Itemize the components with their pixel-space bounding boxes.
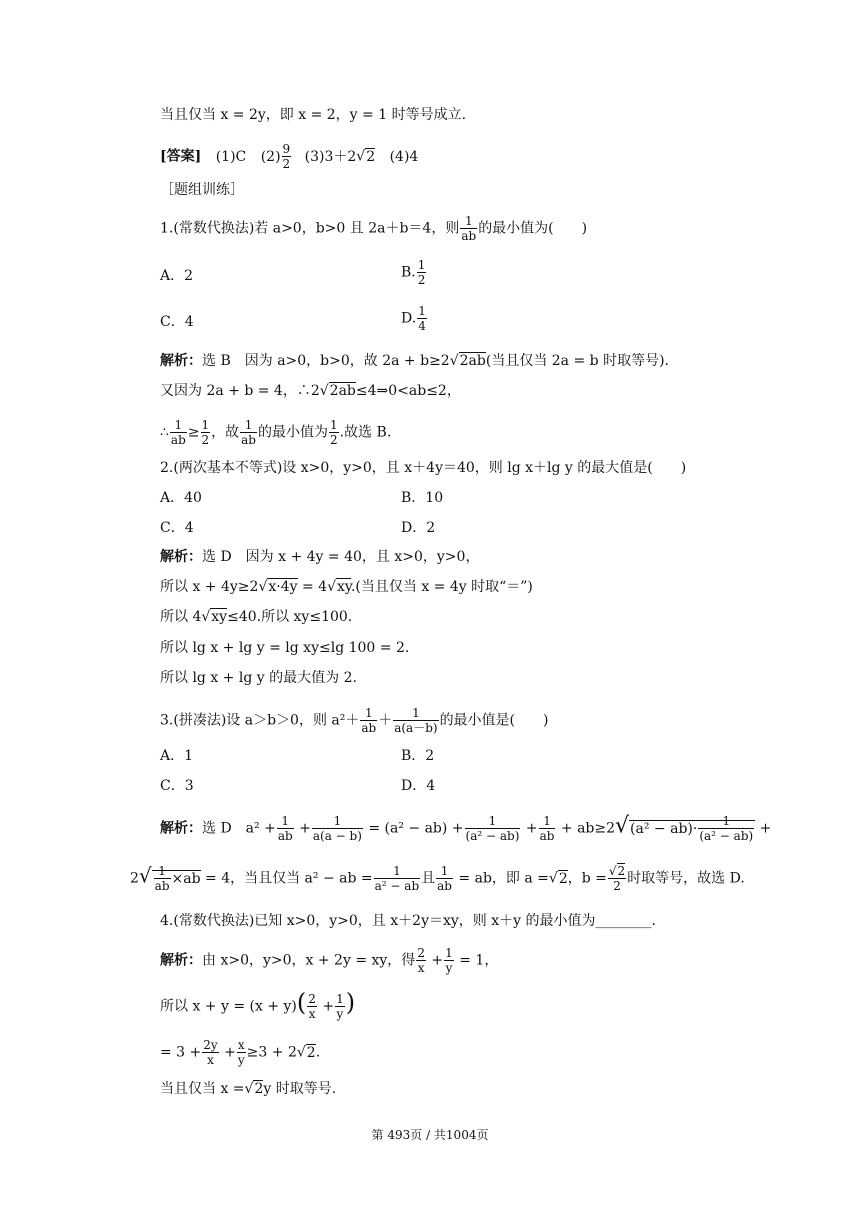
option-c: C．4 — [160, 520, 194, 536]
question-2: 2.(两次基本不等式)设 x>0，y>0，且 x＋4y＝40，则 lg x＋lg y 的最大值是( ) — [160, 460, 687, 476]
solution-2-line-1: 解析：选 D 因为 x + 4y = 40，且 x>0，y>0， — [160, 549, 480, 565]
solution-label: 解析： — [160, 952, 202, 969]
option-c: C．4 — [160, 314, 194, 330]
answer-item: (2) — [260, 148, 281, 165]
question-text: 1.(常数代换法)若 a>0，b>0 且 2a＋b＝4，则 — [160, 220, 460, 237]
solution-4-line-3: = 3 + $\frac{2y}{x}$ + $\frac{x}{y}$ ≥3 + 2√2. — [160, 1038, 321, 1067]
solution-3-line-2: 2√ $\frac{1}{ab}$ ×ab = 4，当且仅当 a² − ab = $\frac{1}{\text{a² − ab}}$ 且 $\frac{1}{ab}$ = ab，即 a =√2，b = $\frac{√2}{2}$ 时取等号，故选 D. — [130, 863, 745, 893]
option-a: A．2 — [160, 268, 194, 284]
solution-4-line-1: 解析：由 x>0，y>0，x + 2y = xy，得 $\frac{2}{x}$ + $\frac{1}{y}$ = 1， — [160, 946, 499, 975]
fraction: $\frac{1}{4}$ — [418, 304, 426, 333]
page-footer: 第 493页 / 共1004页 — [371, 1128, 489, 1142]
solution-2-line-3: 所以 4√xy≤40.所以 xy≤100. — [160, 609, 353, 625]
option-a: A．40 — [160, 490, 202, 506]
solution-label: 解析： — [160, 353, 202, 369]
option-c: C．3 — [160, 778, 194, 794]
solution-1-line-2: 又因为 2a + b = 4，∴2√2ab≤4⇒0<ab≤2， — [160, 383, 461, 399]
solution-1-line-1: 解析：选 B 因为 a>0，b>0，故 2a + b≥2√2ab(当且仅当 2a = b 时取等号). — [160, 353, 669, 369]
radical: 2 — [366, 148, 376, 165]
solution-4-line-2: 所以 x + y = (x + y)( $\frac{2}{x}$ + $\frac{1}{y}$ ) — [160, 988, 356, 1021]
answer-item: (3)3＋2 — [304, 148, 357, 165]
question-text: 的最小值为( ) — [478, 220, 588, 237]
solution-label: 解析： — [160, 820, 202, 837]
option-b: B. $\frac{1}{2}$ — [401, 258, 426, 287]
question-4: 4.(常数代换法)已知 x>0，y>0，且 x＋2y＝xy，则 x＋y 的最小值为________. — [160, 913, 656, 929]
solution-2-line-2: 所以 x + 4y≥2√x·4y = 4√xy.(当且仅当 x = 4y 时取“＝”) — [160, 579, 533, 595]
solution-4-line-4: 当且仅当 x =√2y 时取等号. — [160, 1081, 337, 1097]
text-line: 当且仅当 x = 2y，即 x = 2，y = 1 时等号成立. — [160, 107, 467, 123]
answer-item: (4)4 — [389, 148, 419, 165]
solution-1-line-3: ∴ $\frac{1}{ab}$ ≥ $\frac{1}{2}$ ，故 $\frac{1}{ab}$ 的最小值为 $\frac{1}{2}$ .故选 B. — [160, 418, 392, 447]
question-1 — [160, 214, 587, 243]
solution-2-line-4: 所以 lg x + lg y = lg xy≤lg 100 = 2. — [160, 640, 410, 656]
option-d: D．2 — [401, 520, 436, 536]
answer-item: (1)C — [215, 148, 247, 165]
option-d: D．4 — [401, 778, 436, 794]
option-b: B．2 — [401, 748, 435, 764]
question-3: 3.(拼凑法)设 a＞b＞0，则 a²＋ $\frac{1}{ab}$ ＋ $\frac{1}{a(a-b)}$ 的最小值是( ) — [160, 706, 549, 735]
solution-2-line-5: 所以 lg x + lg y 的最大值为 2. — [160, 670, 357, 686]
solution-3-line-1: 解析：选 D a² + $\frac{1}{ab}$ + $\frac{1}{a(a - b)}$ = (a² − ab) + $\frac{1}{\text{(a² − ab)}}$ + $\frac{1}{ab}$ + ab≥2√(a² − ab)· $\frac{1}{\text{(a² − ab)}}$ + — [160, 813, 772, 843]
fraction: $\frac{1}{2}$ — [417, 258, 426, 287]
option-d: D. $\frac{1}{4}$ — [401, 304, 426, 333]
fraction: $\frac{1}{ab}$ — [461, 214, 477, 243]
answer-label: [答案] — [160, 148, 202, 165]
fraction: $\frac{9}{2}$ — [282, 142, 291, 171]
answer-line: [答案] (1)C (2) $\frac{9}{2}$ (3)3＋2√2 (4)4 — [160, 142, 419, 171]
option-a: A．1 — [160, 748, 194, 764]
section-heading: ［题组训练］ — [160, 182, 244, 198]
solution-label: 解析： — [160, 549, 202, 565]
option-b: B．10 — [401, 490, 444, 506]
